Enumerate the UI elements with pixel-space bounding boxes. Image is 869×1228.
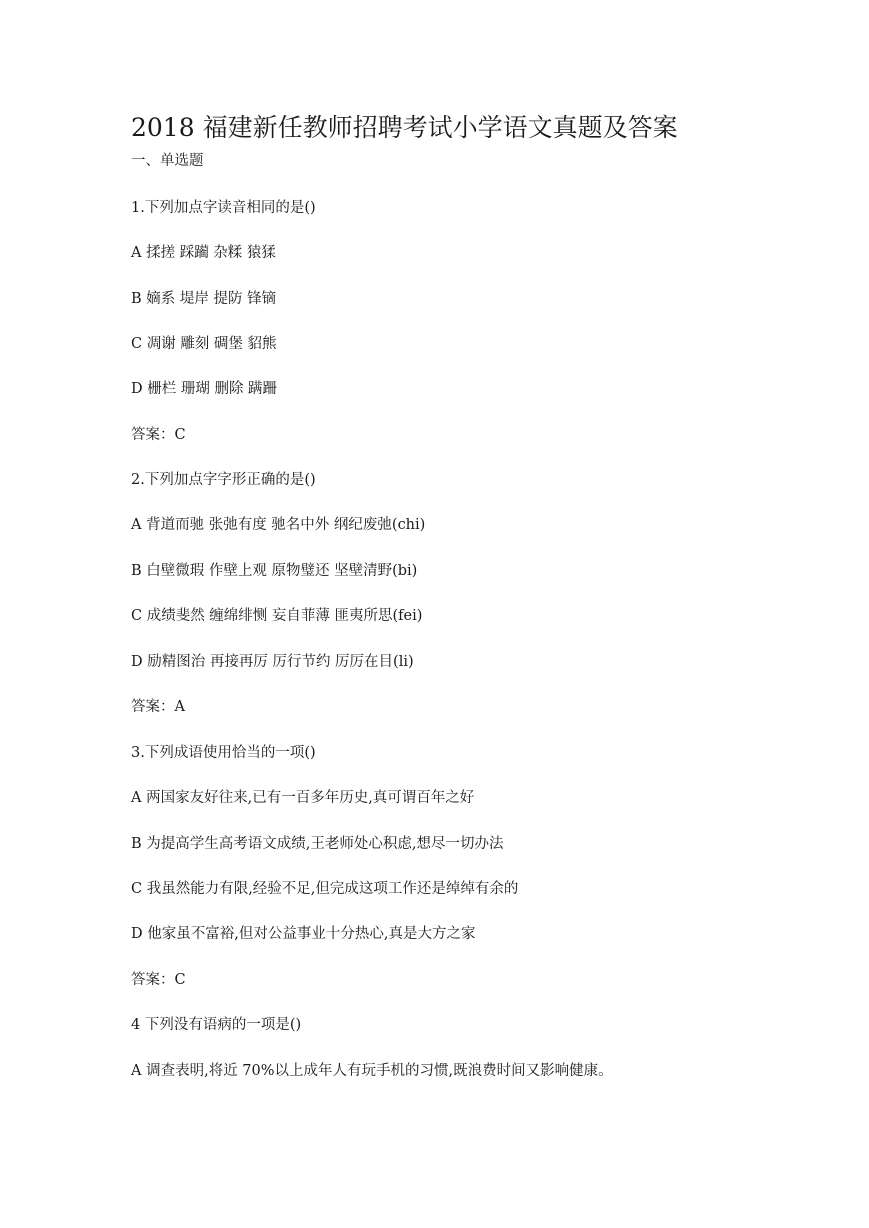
option-a: A 调查表明,将近 70%以上成年人有玩手机的习惯,既浪费时间又影响健康。 — [131, 1063, 613, 1079]
option-a: A 背道而驰 张弛有度 驰名中外 纲纪废弛(chi) — [131, 517, 426, 533]
option-b: B 嫡系 堤岸 提防 锋镝 — [131, 291, 277, 307]
option-d: D 栅栏 珊瑚 删除 蹒跚 — [131, 381, 278, 397]
question-stem: 3.下列成语使用恰当的一项() — [131, 745, 316, 761]
option-d: D 他家虽不富裕,但对公益事业十分热心,真是大方之家 — [131, 926, 476, 942]
question-stem: 2.下列加点字字形正确的是() — [131, 472, 316, 488]
option-a: A 两国家友好往来,已有一百多年历史,真可谓百年之好 — [131, 790, 475, 806]
document-title: 2018 福建新任教师招聘考试小学语文真题及答案 — [131, 113, 678, 142]
option-d: D 励精图治 再接再厉 厉行节约 厉厉在目(li) — [131, 654, 414, 670]
question-stem: 4 下列没有语病的一项是() — [131, 1017, 302, 1033]
option-c: C 凋谢 雕刻 碉堡 貂熊 — [131, 336, 277, 352]
answer-line: 答案：C — [131, 427, 186, 443]
answer-line: 答案：A — [131, 699, 185, 715]
option-b: B 为提高学生高考语文成绩,王老师处心积虑,想尽一切办法 — [131, 836, 504, 852]
option-b: B 白壁微瑕 作壁上观 原物璧还 坚壁清野(bi) — [131, 563, 418, 579]
question-stem: 1.下列加点字读音相同的是() — [131, 200, 316, 216]
answer-line: 答案：C — [131, 972, 186, 988]
option-c: C 成绩斐然 缠绵绯恻 妄自菲薄 匪夷所思(fei) — [131, 608, 423, 624]
option-a: A 揉搓 踩躏 杂糅 猿猱 — [131, 245, 276, 261]
section-heading: 一、单选题 — [131, 153, 204, 169]
option-c: C 我虽然能力有限,经验不足,但完成这项工作还是绰绰有余的 — [131, 881, 519, 897]
